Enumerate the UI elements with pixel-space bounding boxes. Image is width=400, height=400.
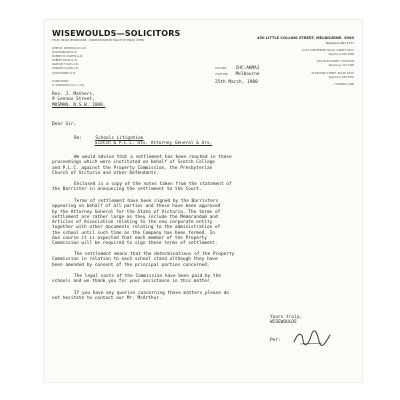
paragraph bbox=[52, 291, 229, 302]
partner-line: GRAHAM T. RAE LL.B. bbox=[52, 63, 79, 67]
paragraph bbox=[52, 199, 220, 247]
partner-line: JAMES B. WISEWOULD LL.B. bbox=[52, 47, 87, 50]
our-ref-label: OUR REF. bbox=[215, 67, 227, 70]
text-line: Commission in relation to each school stand although they have bbox=[52, 257, 218, 263]
subject-line: Schools Litigation bbox=[95, 136, 144, 141]
branch-line: 1/63 MAIN STREET, CROYDON bbox=[316, 60, 354, 64]
branch-line: Telephone 836 1688 bbox=[328, 52, 354, 56]
text-line: due course it is expected that each member of the Property bbox=[52, 236, 207, 242]
letter-page bbox=[44, 20, 362, 382]
handwritten-signature bbox=[292, 330, 332, 348]
recipient-line: MOSMAN. N.S.W. 2088. bbox=[52, 102, 106, 108]
text-line: If you have any queries concerning these matters please do bbox=[74, 291, 229, 296]
text-line: The settlement means that the determinations of the Property bbox=[74, 252, 235, 257]
text-line: by the Attorney General for the State of Victoria. The terms of bbox=[52, 209, 221, 215]
subject-block bbox=[74, 136, 212, 147]
text-line: The legal costs of the Commission have been paid by the bbox=[74, 274, 221, 279]
paragraph bbox=[52, 274, 221, 285]
your-ref: Melbourne bbox=[235, 72, 260, 77]
branch-line: 58 SECOND STREET, BLACK ROCK bbox=[311, 71, 354, 75]
text-line: Enclosed is a copy of the notes taken from the statement of bbox=[74, 182, 232, 187]
recipient-line: 9 Lennox Street, bbox=[52, 97, 95, 103]
branch-line: FLINDERS LANE bbox=[334, 83, 354, 87]
text-line: the school until such time as the Company has been formed. In bbox=[52, 230, 215, 236]
your-ref-label: YOUR REF. bbox=[215, 73, 229, 76]
partner-line: HOWARD SALIN LL.B. bbox=[52, 67, 79, 71]
main-telephone: Telephone 602 5777 bbox=[325, 41, 354, 45]
per-label: Per: bbox=[270, 337, 281, 343]
recipient-address bbox=[52, 92, 105, 108]
partner-line: ROBERT M. MARTIN LL.B. bbox=[52, 55, 84, 59]
letter-date: 25th March, 1980 bbox=[215, 80, 258, 85]
partner-line: JOHN DERHAM LL.B. bbox=[52, 51, 78, 55]
reference-block bbox=[215, 66, 259, 78]
text-line: not hesitate to contact our Mr. McArthur. bbox=[52, 296, 162, 302]
re-label: Re: bbox=[74, 136, 83, 141]
partners-list bbox=[52, 47, 172, 88]
text-line: Commission will be required to sign these terms of settlement. bbox=[52, 241, 218, 247]
closing: Yours truly, bbox=[270, 315, 303, 320]
text-line: We would advise that a settlement has been reached in these bbox=[74, 155, 232, 160]
main-address: 450 LITTLE COLLINS STREET, MELBOURNE. 3000 bbox=[257, 36, 354, 40]
text-line: schools and we thank you for your assistance in this matter. bbox=[52, 279, 213, 285]
text-line: and P.L.C. against the Property Commission, the Presbyterian bbox=[52, 165, 213, 171]
paragraph bbox=[52, 182, 232, 193]
branch-line: Telephone 723 4466 bbox=[328, 64, 354, 68]
text-line: been amended by consent of the principal parties concerned. bbox=[52, 262, 210, 268]
paragraph bbox=[52, 155, 232, 176]
text-line: Terms of settlement have been signed by the Barristers bbox=[74, 199, 219, 204]
firm-name: WISEWOULDS—SOLICITORS bbox=[52, 29, 181, 38]
text-line: the Barrister in announcing the settlement to the Court. bbox=[52, 187, 202, 193]
partner-line: ROBERT DAVIS LL.B. bbox=[52, 59, 78, 63]
partner-line: G. WISEWOULD Q.C. LL.B. bbox=[52, 83, 85, 87]
text-line: Church of Victoria and other Defendants. bbox=[52, 170, 159, 176]
text-line: appearing on behalf of all parties and these have been approved bbox=[52, 204, 221, 210]
subject-line: Scotch & P.L.C. ats. Attorney General & Ors. bbox=[94, 141, 213, 147]
text-line: proceedings which were instituted on behalf of Scotch College bbox=[52, 160, 215, 166]
our-ref: IHC:AKMAJ bbox=[235, 66, 260, 71]
branch-line: 1/413 CANTERBURY ROAD, SURREY HILLS bbox=[301, 49, 354, 52]
branch-line: Telephone 589 5555 bbox=[328, 75, 354, 79]
recipient-line: Rev. J. Mathers, bbox=[52, 92, 95, 97]
partner-line: CONSULTANT bbox=[52, 79, 69, 83]
text-line: together with other documents relating to the administration of bbox=[52, 225, 221, 231]
text-line: settlement are rather large as they include the Memorandum and bbox=[52, 214, 218, 220]
salutation: Dear Sir, bbox=[52, 122, 77, 127]
firm-subline: TELEX 38402 MELBOURNE · CORRESPONDENT PRACTICE MAJOR CITIES bbox=[52, 39, 145, 42]
text-line: Articles of Association relating to the new corporate entity bbox=[52, 220, 213, 226]
partner-line: JOHN FARRER LL.B. bbox=[52, 71, 76, 75]
paragraph bbox=[52, 252, 234, 268]
signature-firm: WISEWOULDS bbox=[270, 320, 297, 326]
